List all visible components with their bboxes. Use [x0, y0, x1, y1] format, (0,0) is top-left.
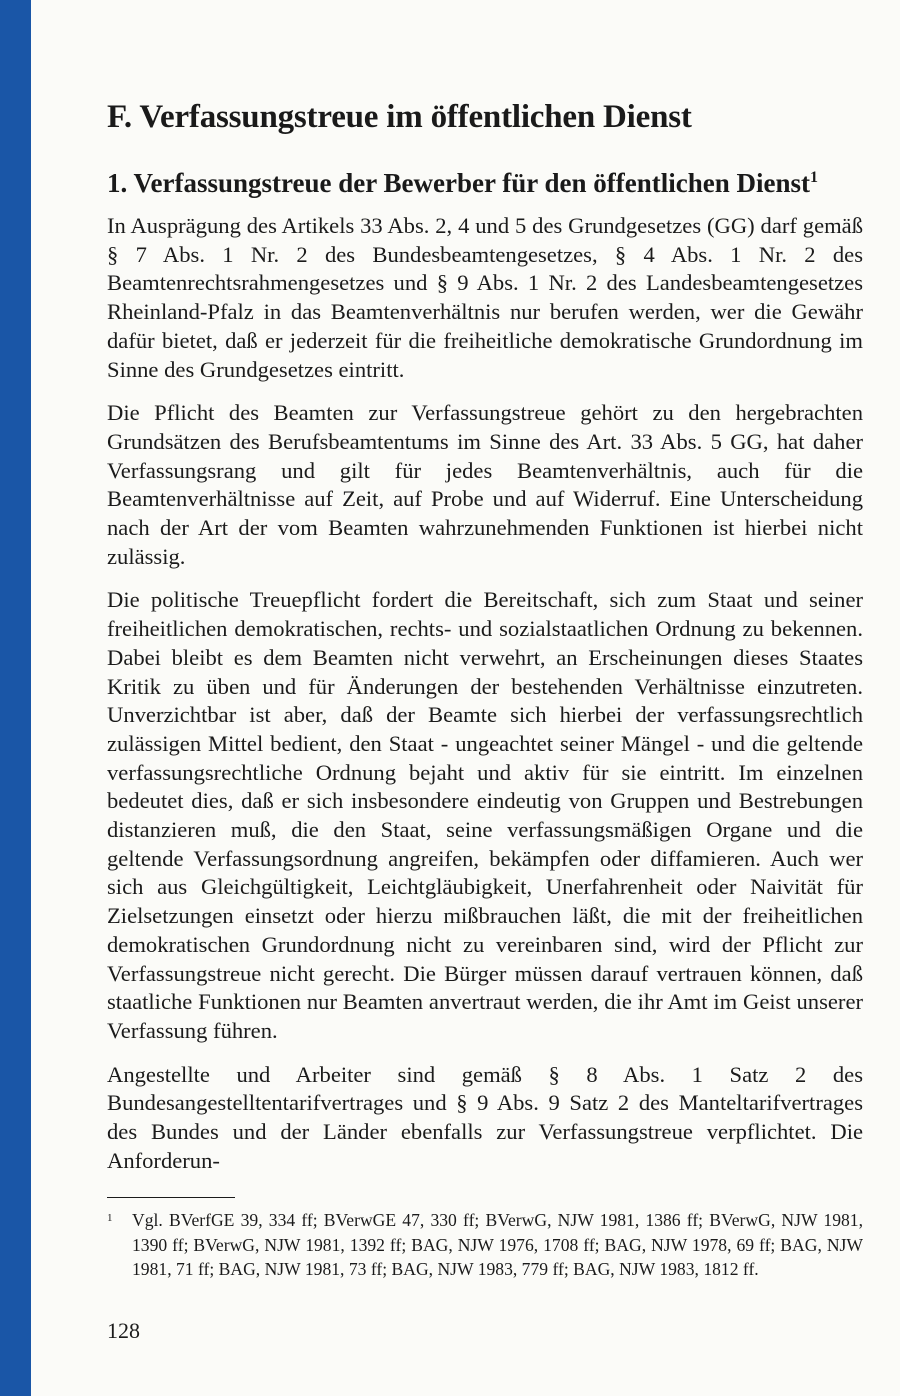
- page-edge-color-bar: [0, 0, 31, 1396]
- paragraph: Die Pflicht des Beamten zur Verfassungstreue gehört zu den hergebrachten Grundsätzen des Berufsbeamtentums im Sinne des Art. 33 Abs. 5 GG, hat daher Verfassungsrang und gilt für jedes Beamtenverhältnis, auch für die Beamtenverhältnisse auf Zeit, auf Probe und auf Widerruf. Eine Unterscheidung nach der Art der vom Beamten wahrzunehmenden Funktionen ist hierbei nicht zulässig.: [107, 400, 863, 569]
- body-text: [107, 212, 863, 1191]
- footnote: [107, 1208, 863, 1282]
- document-page: [107, 0, 863, 1396]
- section-title: [107, 165, 863, 201]
- paragraph: Die politische Treuepflicht fordert die Bereitschaft, sich zum Staat und seiner freiheitlichen demokratischen, rechts- und sozialstaatlichen Ordnung zu bekennen. Dabei bleibt es dem Beamten nicht verwehrt, an Erscheinungen dieses Staates Kritik zu üben und für Änderungen der bestehenden Verhältnisse einzutreten. Unverzichtbar ist aber, daß der Beamte sich hierbei der verfassungsrechtlich zulässigen Mittel bedient, den Staat - ungeachtet seiner Mängel - und die geltende verfassungsrechtliche Ordnung bejaht und aktiv für sie eintritt. Im einzelnen bedeutet dies, daß er sich insbesondere eindeutig von Gruppen und Bestrebungen distanzieren muß, die den Staat, seine verfassungsmäßigen Organe und die geltende Verfassungsordnung angreifen, bekämpfen oder diffamieren. Auch wer sich aus Gleichgültigkeit, Leichtgläubigkeit, Unerfahrenheit oder Naivität für Zielsetzungen einsetzt oder hierzu mißbrauchen läßt, die mit der freiheitlichen demokratischen Grundordnung nicht zu vereinbaren sind, wird der Pflicht zur Verfassungstreue nicht gerecht. Die Bürger müssen darauf vertrauen können, daß staatliche Funktionen nur Beamten anvertraut werden, die ihr Amt im Geist unserer Verfassung führen.: [107, 587, 863, 1043]
- chapter-title: F. Verfassungstreue im öffentlichen Dienst: [107, 99, 692, 135]
- footnote-text: Vgl. BVerfGE 39, 334 ff; BVerwGE 47, 330 ff; BVerwG, NJW 1981, 1386 ff; BVerwG, NJW 1981, 1390 ff; BVerwG, NJW 1981, 1392 ff; BAG, NJW 1976, 1708 ff; BAG, NJW 1978, 69 ff; BAG, NJW 1981, 71 ff; BAG, NJW 1981, 73 ff; BAG, NJW 1983, 779 ff; BAG, NJW 1983, 1812 ff.: [132, 1210, 863, 1279]
- footnote-marker: 1: [107, 1212, 113, 1224]
- footnote-separator: [107, 1197, 235, 1198]
- section-title-text: 1. Verfassungstreue der Bewerber für den öffentlichen Dienst: [107, 168, 810, 198]
- page-number: 128: [107, 1318, 140, 1343]
- footnote-reference: 1: [809, 169, 818, 186]
- paragraph: Angestellte und Arbeiter sind gemäß § 8 Abs. 1 Satz 2 des Bundesangestelltentarifvertrages und § 9 Abs. 9 Satz 2 des Manteltarifvertrages des Bundes und der Länder ebenfalls zur Verfassungstreue verpflichtet. Die Anforderun-: [107, 1061, 863, 1173]
- paragraph: In Ausprägung des Artikels 33 Abs. 2, 4 und 5 des Grundgesetzes (GG) darf gemäß § 7 Abs. 1 Nr. 2 des Bundesbeamtengesetzes, § 4 Abs. 1 Nr. 2 des Beamtenrechtsrahmengesetzes und § 9 Abs. 1 Nr. 2 des Landesbeamtengesetzes Rheinland-Pfalz in das Beamtenverhältnis nur berufen werden, wer die Gewähr dafür bietet, daß er jederzeit für die freiheitliche demokratische Grundordnung im Sinne des Grundgesetzes eintritt.: [107, 213, 863, 382]
